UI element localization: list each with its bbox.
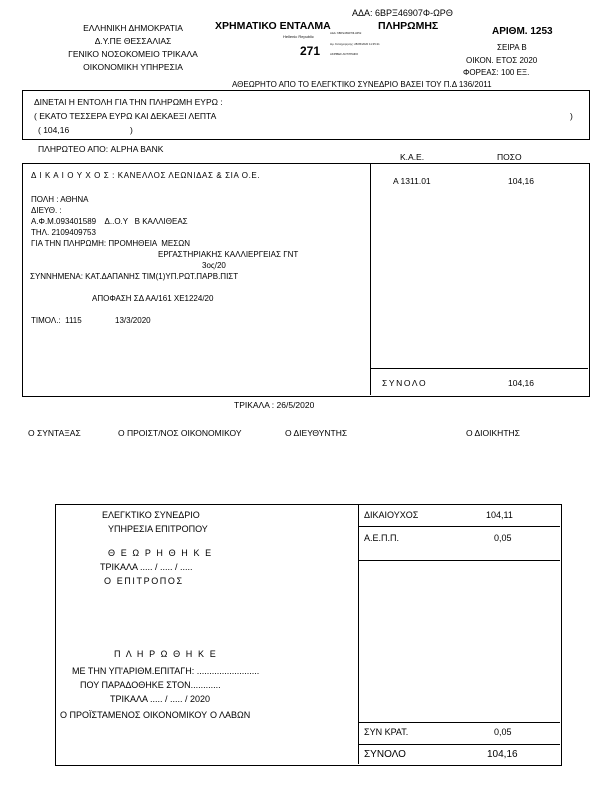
grand-total-value: 104,16: [487, 749, 518, 760]
attachments-line: ΣΥΝΝΗΜΕΝΑ: ΚΑΤ.ΔΑΠΑΝΗΣ ΤΙΜ(1)ΥΠ.ΡΩΤ.ΠΑΡΒ.ΠΙΣΤ: [30, 272, 239, 281]
address-line: ΔΙΕΥΘ. :: [31, 206, 62, 215]
stamp-line-4: ΑΚΡΙΒΕΣ ΑΝΤΙΓΡΑΦΟ: [330, 52, 359, 56]
document-title: ΧΡΗΜΑΤΙΚΟ ΕΝΤΑΛΜΑ: [215, 20, 331, 32]
signature-director: Ο ΔΙΕΥΘΥΝΤΗΣ: [285, 428, 348, 438]
paid-place-date: ΤΡΙΚΑΛΑ ..... / ..... / 2020: [110, 694, 211, 704]
org-line-1: ΕΛΛΗΝΙΚΗ ΔΗΜΟΚΡΑΤΙΑ: [83, 23, 183, 33]
digital-signature-stamp: [283, 32, 383, 60]
fiscal-year: ΟΙΚΟΝ. ΕΤΟΣ 2020: [466, 56, 538, 65]
amount-numeric-close: ): [130, 125, 133, 135]
total-value: 104,16: [508, 378, 534, 388]
stamp-line-1: Hellenic Republic: [283, 34, 314, 39]
purpose-line: ΓΙΑ ΤΗΝ ΠΛΗΡΩΜΗ: ΠΡΟΜΗΘΕΙΑ ΜΕΣΩΝ: [31, 239, 190, 248]
beneficiary-amount-label: ΔΙΚΑΙΟΥΧΟΣ: [364, 510, 419, 520]
kae-column-header: Κ.Α.Ε.: [400, 152, 425, 162]
organization-block: [28, 22, 238, 74]
certified-place-date: ΤΡΙΚΑΛΑ ..... / ..... / .....: [100, 562, 193, 572]
stamp-line-3: Ημ. Καταχώρησης: 28/05/2020 11:35:21: [330, 42, 380, 46]
invoice-label: ΤΙΜΟΛ.: 1115: [31, 316, 82, 325]
document-title-payment: ΠΛΗΡΩΜΗΣ: [378, 20, 439, 32]
signature-finance-head: Ο ΠΡΟΙΣΤ/ΝΟΣ ΟΙΚΟΝΟΜΙΚΟΥ: [118, 428, 242, 438]
bottom-row-divider-3: [358, 722, 560, 723]
delivered-to-line: ΠΟΥ ΠΑΡΑΔΟΘΗΚΕ ΣΤΟΝ............: [80, 680, 221, 690]
grand-total-label: ΣΥΝΟΛΟ: [364, 749, 406, 760]
paid-label: Π Λ Η Ρ Ω Θ Η Κ Ε: [114, 649, 218, 659]
org-line-2: Δ.Υ.ΠΕ ΘΕΣΣΑΛΙΑΣ: [94, 36, 172, 46]
total-deductions-value: 0,05: [494, 727, 512, 737]
org-line-3: ΓΕΝΙΚΟ ΝΟΣΟΚΟΜΕΙΟ ΤΡΙΚΑΛΑ: [68, 49, 198, 59]
aepp-label: Α.Ε.Π.Π.: [364, 533, 400, 543]
main-table-divider: [370, 163, 371, 395]
place-and-date: ΤΡΙΚΑΛΑ : 26/5/2020: [234, 400, 315, 410]
document-number: ΑΡΙΘΜ. 1253: [492, 26, 553, 37]
payable-from: ΠΛΗΡΩΤΕΟ ΑΠΟ: ALPHA BANK: [38, 144, 164, 154]
recipient-signature-label: Ο ΛΑΒΩΝ: [210, 710, 251, 720]
beneficiary-amount-value: 104,11: [486, 510, 513, 520]
amount-value: 104,16: [508, 176, 534, 186]
kae-value: Α 1311.01: [393, 176, 431, 186]
amount-in-words-close: ): [570, 111, 573, 121]
audit-note: ΑΘΕΩΡΗΤΟ ΑΠΟ ΤΟ ΕΛΕΓΚΤΙΚΟ ΣΥΝΕΔΡΙΟ ΒΑΣΕΙ ΤΟΥ Π.Δ 136/2011: [232, 80, 492, 89]
bottom-box: [55, 504, 562, 766]
org-line-4: ΟΙΚΟΝΟΜΙΚΗ ΥΠΗΡΕΣΙΑ: [83, 62, 183, 72]
commissioner-label: Ο ΕΠΙΤΡΟΠΟΣ: [104, 576, 184, 586]
entity-code: ΦΟΡΕΑΣ: 100 ΕΞ.: [463, 68, 530, 77]
certified-label: Θ Ε Ω Ρ Η Θ Η Κ Ε: [108, 548, 213, 558]
signature-preparer: Ο ΣΥΝΤΑΞΑΣ: [28, 428, 81, 438]
purpose-line-3: 3ος/20: [202, 261, 226, 270]
audit-court-line-2: ΥΠΗΡΕΣΙΑ ΕΠΙΤΡΟΠΟΥ: [108, 524, 208, 534]
invoice-date: 13/3/2020: [115, 316, 151, 325]
ada-code: ΑΔΑ: 6ΒΡΞ46907Φ-ΩΡΘ: [352, 8, 453, 18]
payment-order-text: ΔΙΝΕΤΑΙ Η ΕΝΤΟΛΗ ΓΙΑ ΤΗΝ ΠΛΗΡΩΜΗ ΕΥΡΩ :: [34, 97, 223, 107]
bottom-row-divider-2: [358, 560, 560, 561]
purpose-line-2: ΕΡΓΑΣΤΗΡΙΑΚΗΣ ΚΑΛΛΙΕΡΓΕΙΑΣ ΓΝΤ: [158, 250, 299, 259]
aepp-value: 0,05: [494, 533, 512, 543]
bottom-box-divider: [358, 504, 359, 764]
amount-column-header: ΠΟΣΟ: [497, 152, 522, 162]
bottom-row-divider-1: [358, 526, 560, 527]
stamp-line-2: ΑΔΑ: 6ΒΡΞ46907Φ-ΩΡΘ: [330, 31, 362, 35]
beneficiary-line: Δ Ι Κ Α Ι Ο Υ Χ Ο Σ : ΚΑΝΕΛΛΟΣ ΛΕΩΝΙΔΑΣ & ΣΙΑ Ο.Ε.: [31, 171, 261, 180]
tax-id-line: Α.Φ.Μ.093401589 Δ..Ο.Υ Β ΚΑΛΛΙΘΕΑΣ: [31, 217, 188, 226]
amount-in-words: ( ΕΚΑΤΟ ΤΕΣΣΕΡΑ ΕΥΡΩ ΚΑΙ ΔΕΚΑΕΞΙ ΛΕΠΤΑ: [34, 111, 217, 121]
phone-line: ΤΗΛ. 2109409753: [31, 228, 96, 237]
series-label: ΣΕΙΡΑ Β: [497, 43, 527, 52]
signature-administrator: Ο ΔΙΟΙΚΗΤΗΣ: [466, 428, 520, 438]
amount-numeric: ( 104,16: [38, 125, 70, 135]
sequence-number: 271: [300, 44, 321, 58]
city-line: ΠΟΛΗ : ΑΘΗΝΑ: [31, 195, 89, 204]
main-table-total-divider: [370, 368, 588, 369]
audit-court-line-1: ΕΛΕΓΚΤΙΚΟ ΣΥΝΕΔΡΙΟ: [102, 510, 200, 520]
total-deductions-label: ΣΥΝ ΚΡΑΤ.: [364, 727, 409, 737]
cheque-line: ΜΕ ΤΗΝ ΥΠ'ΑΡΙΘΜ.ΕΠΙΤΑΓΗ: .........................: [72, 666, 260, 676]
total-label: ΣΥΝΟΛΟ: [382, 378, 428, 388]
attachments-line-2: ΑΠΟΦΑΣΗ ΣΔ ΑΑ/161 ΧΕ1224/20: [92, 294, 214, 303]
finance-head-signature-label: Ο ΠΡΟΪΣΤΑΜΕΝΟΣ ΟΙΚΟΝΟΜΙΚΟΥ: [60, 710, 208, 720]
bottom-row-divider-4: [358, 744, 560, 745]
